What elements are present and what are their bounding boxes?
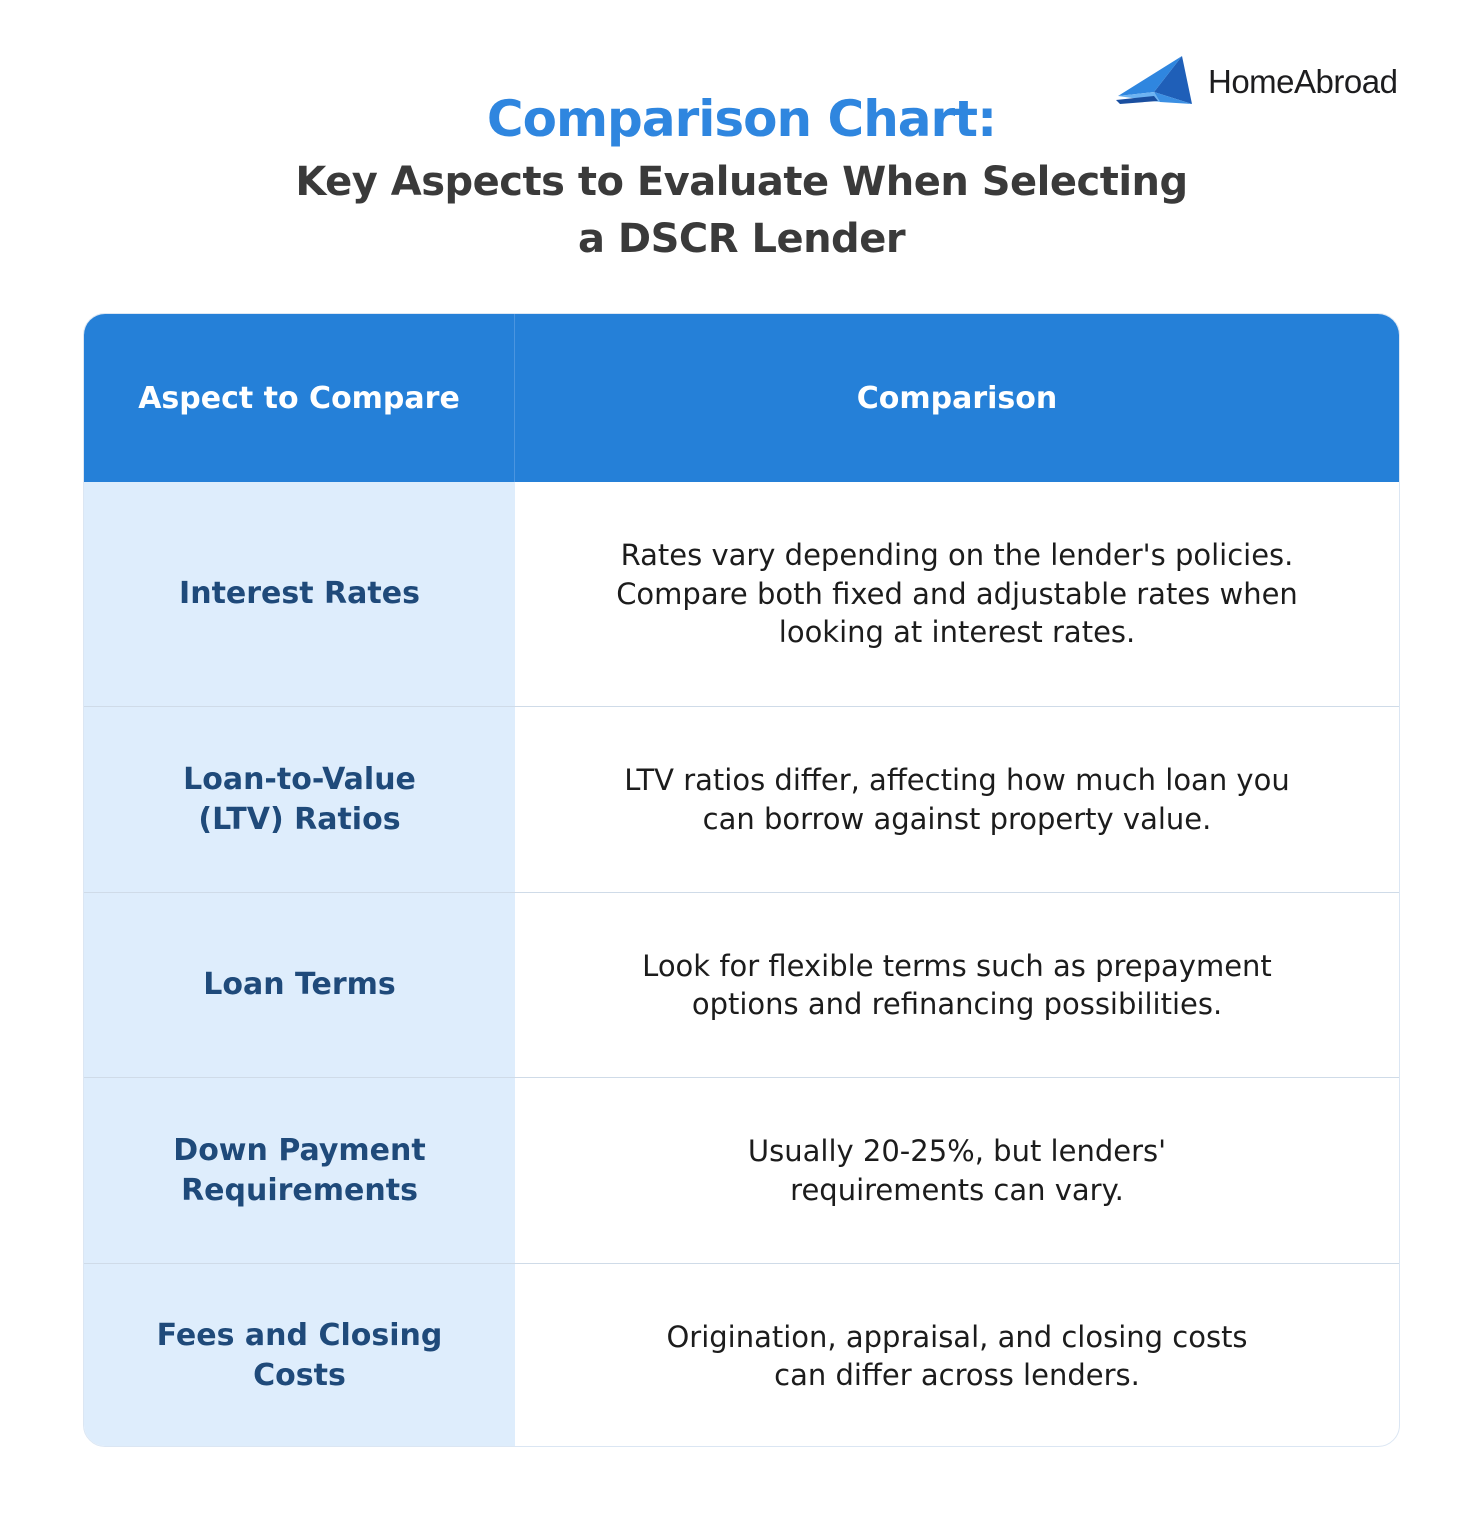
- comparison-text: LTV ratios differ, affecting how much loan you can borrow against property value.: [624, 763, 1290, 836]
- aspect-cell: [84, 893, 515, 1077]
- brand-name: HomeAbroad: [1208, 62, 1398, 100]
- column-header-comparison: Comparison: [856, 380, 1058, 416]
- comparison-cell: [515, 707, 1399, 892]
- aspect-label: Loan Terms: [203, 967, 396, 1002]
- column-header-aspect: Aspect to Compare: [84, 314, 515, 482]
- comparison-cell: [515, 1264, 1399, 1447]
- page-title: Comparison Chart:: [486, 90, 997, 148]
- comparison-cell: [515, 893, 1399, 1077]
- page-subtitle: [0, 154, 1483, 268]
- comparison-text: Rates vary depending on the lender's policies. Compare both fixed and adjustable rates when looking at interest rates.: [616, 538, 1298, 650]
- table-row: [84, 1263, 1399, 1447]
- comparison-table: [83, 313, 1400, 1447]
- aspect-label: Down Payment Requirements: [173, 1132, 426, 1208]
- table-header: [84, 314, 1399, 482]
- subtitle-line-2: a DSCR Lender: [577, 216, 906, 262]
- subtitle-line-1: Key Aspects to Evaluate When Selecting: [295, 159, 1188, 205]
- aspect-label: Fees and Closing Costs: [156, 1318, 443, 1393]
- aspect-cell: [84, 1264, 515, 1447]
- comparison-cell: [515, 1078, 1399, 1263]
- table-body: [84, 482, 1399, 1447]
- aspect-cell: [84, 707, 515, 892]
- table-row: [84, 482, 1399, 706]
- comparison-text: Usually 20-25%, but lenders' requirements can vary.: [747, 1134, 1167, 1207]
- comparison-cell: [515, 482, 1399, 706]
- aspect-label: Loan-to-Value (LTV) Ratios: [183, 761, 416, 837]
- aspect-cell: [84, 1078, 515, 1263]
- aspect-label: Interest Rates: [179, 576, 420, 611]
- table-row: [84, 892, 1399, 1077]
- aspect-cell: [84, 482, 515, 706]
- comparison-text: Origination, appraisal, and closing costs can differ across lenders.: [666, 1319, 1248, 1392]
- table-row: [84, 1077, 1399, 1263]
- table-row: [84, 706, 1399, 892]
- comparison-text: Look for flexible terms such as prepayment options and refinancing possibilities.: [642, 948, 1272, 1021]
